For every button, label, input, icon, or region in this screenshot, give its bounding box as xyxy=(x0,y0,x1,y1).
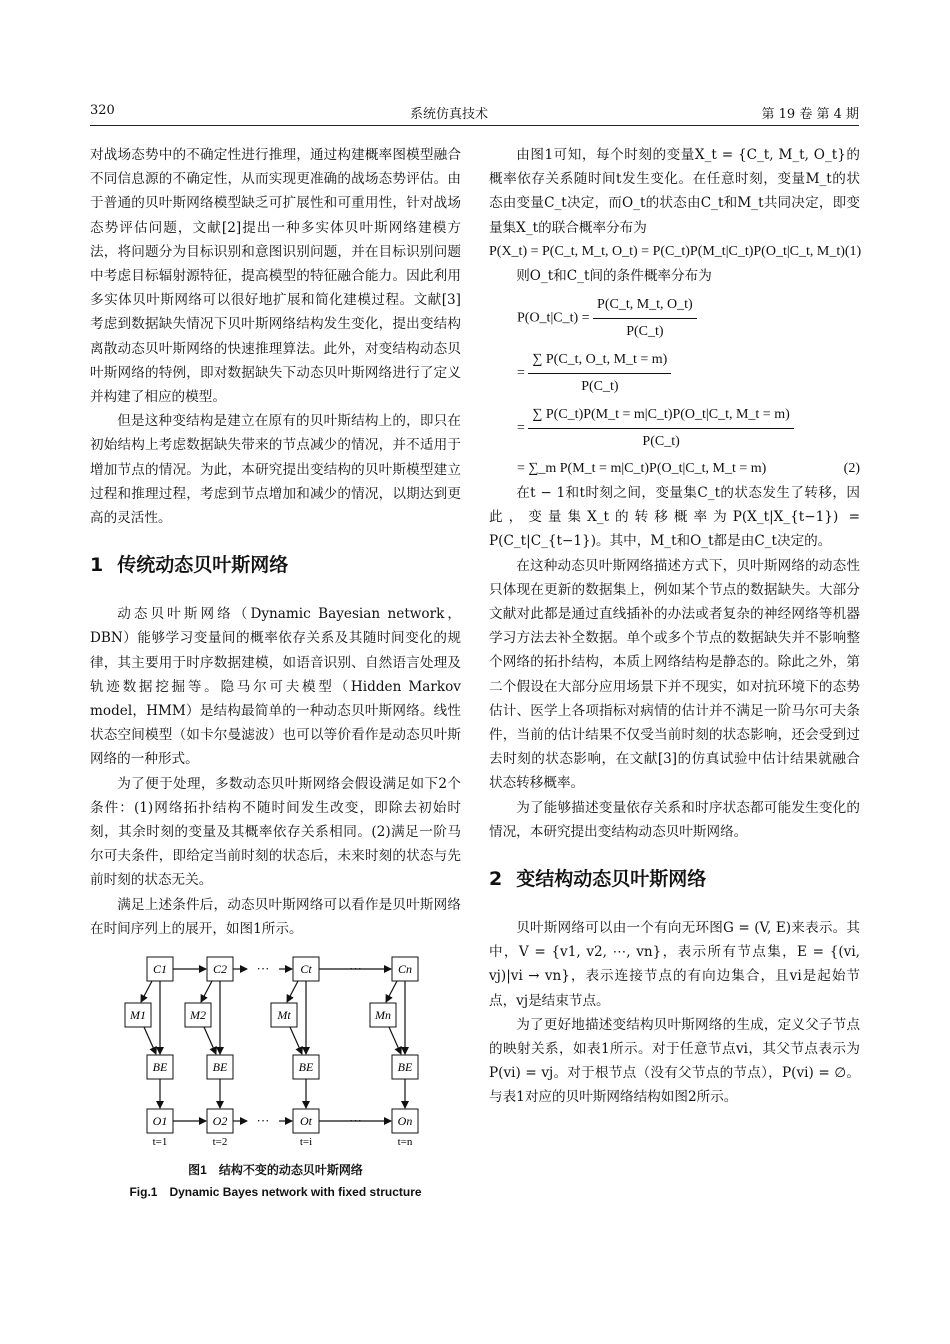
equation-2-fraction-1-num: P(C_t, M_t, O_t) xyxy=(593,294,697,319)
section-2-title: 变结构动态贝叶斯网络 xyxy=(516,868,707,891)
equation-2-line-2 xyxy=(517,349,860,398)
edge-m-be-2 xyxy=(204,1027,216,1054)
equation-2-equals-2: = xyxy=(517,365,525,381)
edge-c-m-1 xyxy=(141,981,152,1002)
journal-title: 系统仿真技术 xyxy=(410,107,489,122)
equation-1 xyxy=(489,240,860,264)
right-column xyxy=(489,143,860,1110)
right-paragraph-5: 贝叶斯网络可以由一个有向无环图G = (V, E)来表示。其中，V = {v1, v2, ⋯, vn}，表示所有节点集，E = {(vi, vj)|vi → vn}，表示连接节点的有向边集合，且vi是起始节点，vj是结束节点。 xyxy=(489,920,860,1009)
equation-2-line-4 xyxy=(517,457,860,481)
edge-c-m-2 xyxy=(201,981,212,1002)
figure-1-caption-cn: 图1 结构不变的动态贝叶斯网络 xyxy=(188,1163,363,1178)
node-m-1-label: M1 xyxy=(130,1008,146,1023)
equation-2-fraction-2-num: ∑ P(C_t, O_t, M_t = m) xyxy=(528,349,671,374)
right-paragraph-3: 在这种动态贝叶斯网络描述方式下，贝叶斯网络的动态性只体现在更新的数据集上，例如某个节点的数据缺失。大部分文献对此都是通过直线插补的办法或者复杂的神经网络等机器学习方法去补全数据。单个或多个节点的数据缺失并不影响整个网络的拓扑结构，本质上网络结构是静态的。除此之外，第二个假设在大部分应用场景下并不现实，如对抗环境下的态势估计、医学上各项指标对病情的估计并不满足一阶马尔可夫条件，当前的估计结果不仅受当前时刻的状态影响，还会受到过去时刻的状态影响，在文献[3]的仿真试验中估计结果就融合状态转移概率。 xyxy=(489,557,860,792)
issue-label: 第 19 卷 第 4 期 xyxy=(761,107,859,122)
section-2-number: 2 xyxy=(489,868,503,891)
edge-m-be-3 xyxy=(290,1027,302,1054)
time-label-1: t=1 xyxy=(152,1136,168,1149)
node-c-2-label: C2 xyxy=(212,962,228,977)
ellipsis-bottom: ··· xyxy=(256,1113,270,1129)
node-o-2-label: O2 xyxy=(212,1114,228,1129)
equation-2-fraction-3-den: P(C_t) xyxy=(642,434,680,450)
page-number: 320 xyxy=(90,103,115,118)
left-paragraph-4: 为了便于处理，多数动态贝叶斯网络会假设满足如下2个条件：(1)网络拓扑结构不随时间发生改变，即除去初始时刻，其余时刻的变量及其概率依存关系相同。(2)满足一阶马尔可夫条件，即给定当前时刻的状态后，未来时刻的状态与先前时刻的状态无关。 xyxy=(90,775,461,889)
equation-2-fraction-2 xyxy=(528,349,671,398)
equation-2-number: (2) xyxy=(843,461,860,477)
equation-2-fraction-2-den: P(C_t) xyxy=(581,379,619,395)
node-c-3-label: Ct xyxy=(300,962,312,977)
node-o-1-label: O1 xyxy=(152,1114,168,1129)
ellipsis-top: ··· xyxy=(256,961,270,977)
right-paragraph-6: 为了更好地描述变结构贝叶斯网络的生成，定义父子节点的映射关系，如表1所示。对于任意节点vi，其父节点表示为P(vi) = vj。对于根节点（没有父节点的节点），P(vi) = ∅。与表1对应的贝叶斯网络结构如图2所示。 xyxy=(489,1016,860,1106)
figure-1 xyxy=(90,951,461,1203)
right-paragraph-4: 为了能够描述变量依存关系和时序状态都可能发生变化的情况，本研究提出变结构动态贝叶斯网络。 xyxy=(489,799,860,840)
header-rule xyxy=(90,125,859,126)
node-c-1-label: C1 xyxy=(152,962,168,977)
left-paragraph-2: 但是这种变结构是建立在原有的贝叶斯结构上的，即只在初始结构上考虑数据缺失带来的节点减少的情况，并不适用于增加节点的情况。为此，本研究提出变结构的贝叶斯模型建立过程和推理过程，考虑到节点增加和减少的情况，以期达到更高的灵活性。 xyxy=(90,413,461,527)
node-m-2-label: M2 xyxy=(190,1008,206,1023)
figure-1-diagram xyxy=(90,951,461,1151)
left-paragraph-5: 满足上述条件后，动态贝叶斯网络可以看作是贝叶斯网络在时间序列上的展开，如图1所示。 xyxy=(90,896,461,937)
equation-2-equals-3: = xyxy=(517,420,525,436)
edge-m-be-1 xyxy=(144,1027,156,1054)
node-o-3-label: Ot xyxy=(300,1114,312,1129)
equation-2-last: = ∑_m P(M_t = m|C_t)P(O_t|C_t, M_t = m) xyxy=(517,461,767,477)
time-label-3: t=i xyxy=(299,1136,313,1149)
time-label-4: t=n xyxy=(397,1136,413,1149)
node-be-3-label: BE xyxy=(298,1060,314,1075)
section-1-number: 1 xyxy=(90,554,104,577)
right-conditional-intro: 则O_t和C_t间的条件概率分布为 xyxy=(516,267,712,284)
equation-2-fraction-3 xyxy=(528,404,793,453)
left-paragraph-3: 动态贝叶斯网络（Dynamic Bayesian network，DBN）能够学习变量间的概率依存关系及其随时间变化的规律，其主要用于时序数据建模，如语音识别、自然语言处理及轨迹数据挖掘等。隐马尔可夫模型（Hidden Markov model，HMM）是结构最简单的一种动态贝叶斯网络。线性状态空间模型（如卡尔曼滤波）也可以等价看作是动态贝叶斯网络的一种形式。 xyxy=(90,606,461,768)
edge-m-be-4 xyxy=(389,1027,401,1054)
equation-2-lhs: P(O_t|C_t) = xyxy=(517,310,590,326)
figure-1-caption-en: Fig.1 Dynamic Bayes network with fixed structure xyxy=(129,1185,422,1200)
node-be-4-label: BE xyxy=(397,1060,413,1075)
edge-c-m-3 xyxy=(287,981,298,1002)
equation-2-line-3 xyxy=(517,404,860,453)
right-paragraph-2: 在t − 1和t时刻之间，变量集C_t的状态发生了转移，因此，变量集X_t的转移概率为P(X_t|X_{t−1}) = P(C_t|C_{t−1})。其中，M_t和O_t都是由C_t决定的。 xyxy=(489,485,860,550)
node-o-4-label: On xyxy=(397,1114,413,1129)
ellipsis-bottom-2: ··· xyxy=(349,1113,362,1129)
node-m-4-label: Mn xyxy=(375,1008,391,1023)
equation-2-fraction-3-num: ∑ P(C_t)P(M_t = m|C_t)P(O_t|C_t, M_t = m) xyxy=(528,404,793,429)
left-column xyxy=(90,143,461,1203)
left-paragraph-1: 对战场态势中的不确定性进行推理，通过构建概率图模型融合不同信息源的不确定性，从而实现更准确的战场态势评估。由于普通的贝叶斯网络模型缺乏可扩展性和可重用性，针对战场态势评估问题，文献[2]提出一种多实体贝叶斯网络建模方法，将问题分为目标识别和意图识别问题，并在目标识别问题中考虑目标辐射源特征，提高模型的特征融合能力。因此利用多实体贝叶斯网络可以很好地扩展和简化建模过程。文献[3]考虑到数据缺失情况下贝叶斯网络结构发生变化，提出变结构离散动态贝叶斯网络的快速推理算法。此外，对变结构动态贝叶斯网络的特例，即对数据缺失下动态贝叶斯网络进行了定义并构建了相应的模型。 xyxy=(90,147,461,406)
equation-2-fraction-1 xyxy=(593,294,697,343)
equation-2-line-1 xyxy=(517,294,860,343)
time-label-2: t=2 xyxy=(212,1136,228,1149)
node-m-3-label: Mt xyxy=(277,1008,291,1023)
node-be-2-label: BE xyxy=(212,1060,228,1075)
section-1-heading xyxy=(90,550,461,580)
equation-1-number: (1) xyxy=(844,243,862,259)
right-paragraph-1: 由图1可知，每个时刻的变量X_t = {C_t, M_t, O_t}的概率依存关系随时间t发生变化。在任意时刻，变量M_t的状态由变量C_t决定，而O_t的状态由C_t和M_t共同决定，即变量集X_t的联合概率分布为 xyxy=(489,147,860,236)
edge-c-m-4 xyxy=(386,981,397,1002)
equation-1-body: P(X_t) = P(C_t, M_t, O_t) = P(C_t)P(M_t|C_t)P(O_t|C_t, M_t) xyxy=(489,243,845,259)
section-1-title: 传统动态贝叶斯网络 xyxy=(117,554,289,577)
equation-2-fraction-1-den: P(C_t) xyxy=(626,324,664,340)
section-2-heading xyxy=(489,864,860,894)
node-be-1-label: BE xyxy=(152,1060,168,1075)
ellipsis-top-2: ··· xyxy=(349,961,362,977)
node-c-4-label: Cn xyxy=(397,962,413,977)
